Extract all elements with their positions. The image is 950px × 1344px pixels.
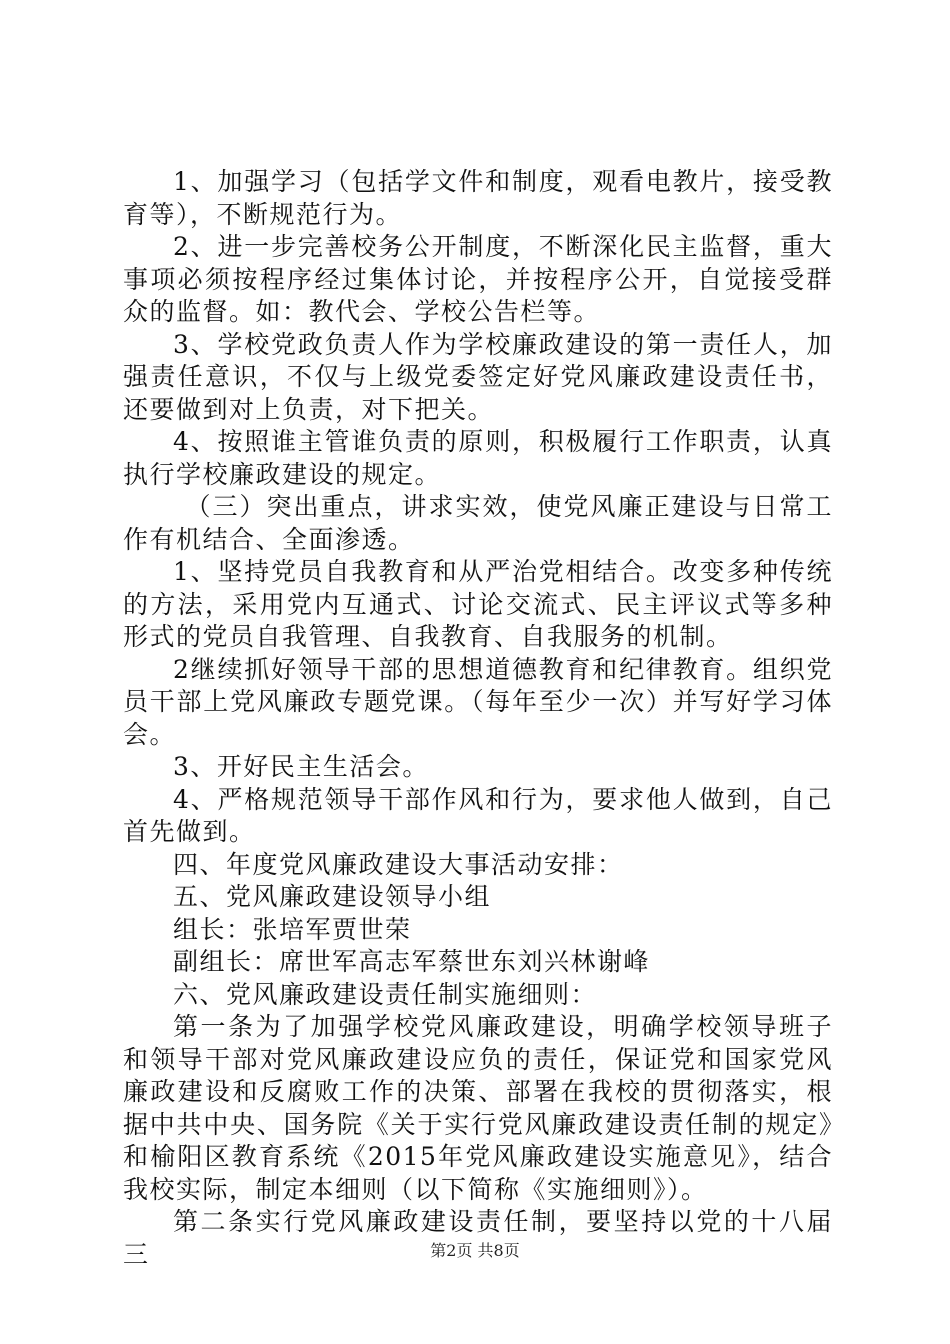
paragraph-1: 1、加强学习（包括学文件和制度，观看电教片，接受教育等），不断规范行为。	[123, 167, 833, 229]
section-heading-5: 五、党风廉政建设领导小组	[173, 882, 492, 911]
article-1: 第一条为了加强学校党风廉政建设，明确学校领导班子和领导干部对党风廉政建设应负的责任，保证党和国家党风廉政建设和反腐败工作的决策、部署在我校的贯彻落实，根据中共中央、国务院《关于实行党风廉政建设责任制的规定》和榆阳区教育系统《2015年党风廉政建设实施意见》，结合我校实际，制定本细则（以下简称《实施细则》）。	[123, 1012, 833, 1204]
paragraph-7: 3、开好民主生活会。	[173, 752, 429, 781]
article-2: 第二条实行党风廉政建设责任制，要坚持以党的十八届三	[123, 1207, 833, 1269]
paragraph-3: 3、学校党政负责人作为学校廉政建设的第一责任人，加强责任意识，不仅与上级党委签定好党风廉政建设责任书，还要做到对上负责，对下把关。	[123, 329, 833, 424]
paragraph-6: 2继续抓好领导干部的思想道德教育和纪律教育。组织党员干部上党风廉政专题党课。（每年至少一次）并写好学习体会。	[123, 654, 833, 749]
page-footer: 第2页 共8页	[430, 1241, 520, 1260]
paragraph-2: 2、进一步完善校务公开制度，不断深化民主监督，重大事项必须按程序经过集体讨论，并按程序公开，自觉接受群众的监督。如：教代会、学校公告栏等。	[123, 232, 833, 326]
paragraph-5: 1、坚持党员自我教育和从严治党相结合。改变多种传统的方法，采用党内互通式、讨论交流式、民主评议式等多种形式的党员自我管理、自我教育、自我服务的机制。	[123, 557, 833, 651]
section-heading-3: （三）突出重点，讲求实效，使党风廉正建设与日常工作有机结合、全面渗透。	[123, 492, 833, 554]
document-body	[123, 166, 833, 1271]
group-deputy-leaders: 副组长：席世军高志军蔡世东刘兴林谢峰	[173, 947, 651, 976]
paragraph-8: 4、严格规范领导干部作风和行为，要求他人做到，自己首先做到。	[123, 784, 833, 846]
section-heading-4: 四、年度党风廉政建设大事活动安排：	[173, 849, 624, 879]
paragraph-4: 4、按照谁主管谁负责的原则，积极履行工作职责，认真执行学校廉政建设的规定。	[123, 427, 833, 489]
section-heading-6: 六、党风廉政建设责任制实施细则：	[173, 979, 598, 1009]
group-leader: 组长：张培军贾世荣	[173, 914, 412, 944]
